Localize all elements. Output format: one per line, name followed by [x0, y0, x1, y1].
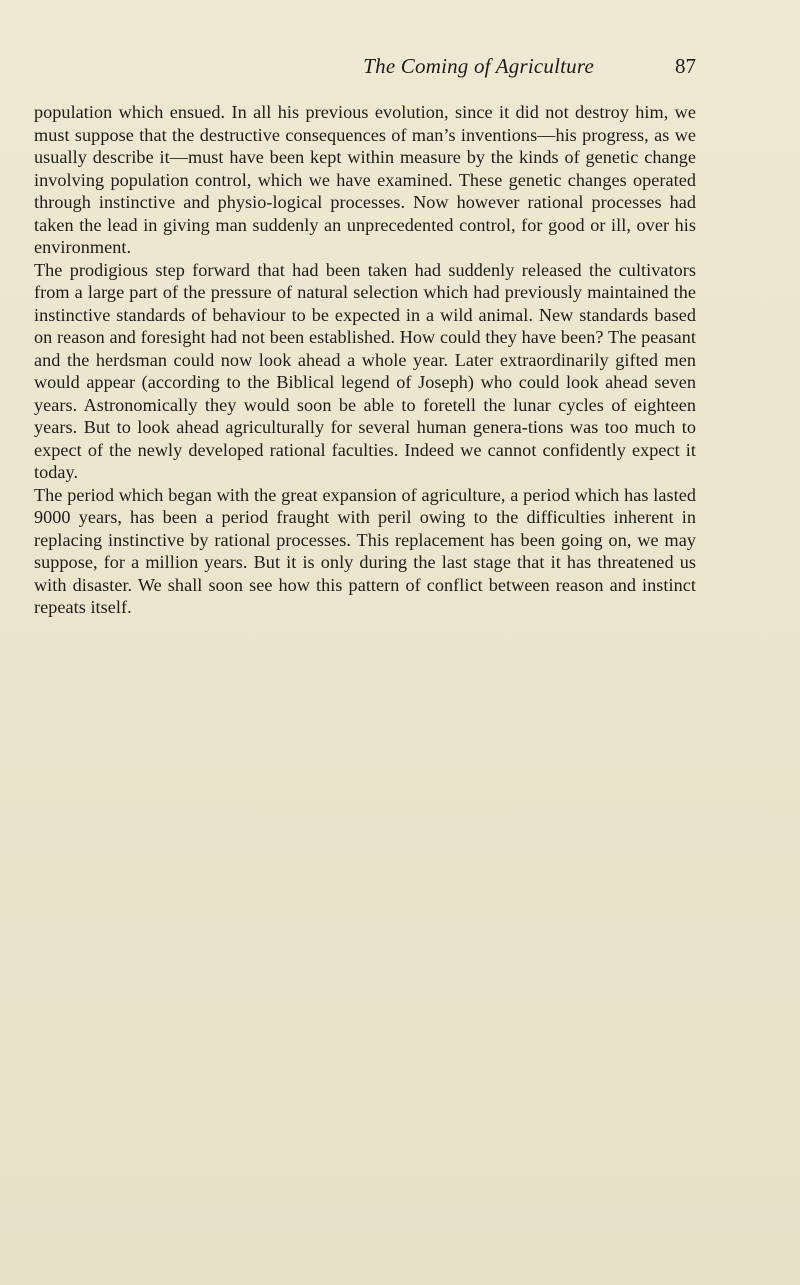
paragraph: The period which began with the great expansion of agriculture, a period which has lasted 9000 years, has been a period fraught with peril owing to the difficulties inherent in replacing instinctive by rational processes. This replacement has been going on, we may suppose, for a million years. But it is only during the last stage that it has threatened us with disaster. We shall soon see how this pattern of conflict between reason and instinct repeats itself. — [34, 484, 696, 617]
running-head — [34, 54, 696, 84]
paragraph: The prodigious step forward that had been taken had suddenly released the cultivators from a large part of the pressure of natural selection which had previously maintained the instinctive standards of behaviour to be expected in a wild animal. New standards based on reason and foresight had not been established. How could they have been? The peasant and the herdsman could now look ahead a whole year. Later extraordinarily gifted men would appear (according to the Biblical legend of Joseph) who could look ahead seven years. Astronomically they would soon be able to foretell the lunar cycles of eighteen years. But to look ahead agriculturally for several human genera-tions was too much to expect of the newly developed rational faculties. Indeed we cannot confidently expect it today. — [34, 259, 696, 482]
paragraph: population which ensued. In all his previous evolution, since it did not destroy him, we must suppose that the destructive consequences of man’s inventions—his progress, as we usually describe it—must have been kept within measure by the kinds of genetic change involving population control, which we have examined. These genetic changes operated through instinctive and physio-logical processes. Now however rational processes had taken the lead in giving man suddenly an unprecedented control, for good or ill, over his environment. — [34, 102, 696, 257]
page-number: 87 — [675, 54, 696, 78]
running-title: The Coming of Agriculture — [363, 54, 594, 78]
body-text — [34, 101, 696, 619]
